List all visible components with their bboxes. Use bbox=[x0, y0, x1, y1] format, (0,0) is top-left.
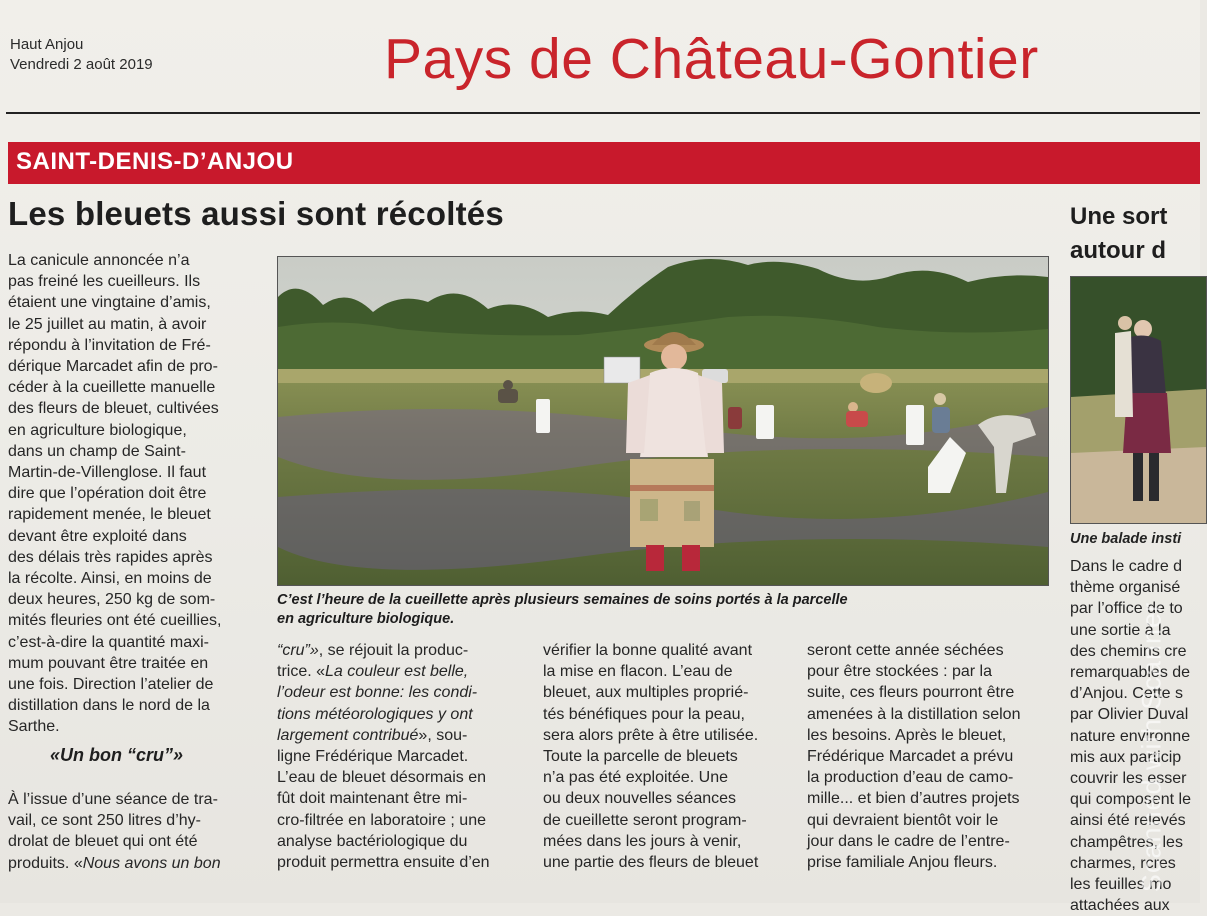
text-line: par Olivier Duval bbox=[1070, 706, 1189, 724]
text-line: qui devraient bientôt voir le bbox=[807, 811, 999, 829]
adjacent-headline-line: Une sort bbox=[1070, 203, 1168, 230]
text-line: analyse bactériologique du bbox=[277, 832, 468, 850]
text-line: dérique Marcadet afin de pro- bbox=[8, 358, 218, 376]
text-segment: », sou- bbox=[418, 726, 468, 744]
quote-segment: largement contribué bbox=[277, 726, 419, 744]
edition-date: Vendredi 2 août 2019 bbox=[10, 56, 153, 73]
walkers-photo bbox=[1070, 276, 1207, 524]
text-line: L’eau de bleuet désormais en bbox=[277, 769, 487, 787]
text-line: les feuilles mo bbox=[1070, 876, 1172, 894]
text-line: sera alors prête à être utilisée. bbox=[543, 726, 759, 744]
text-line: Martin-de-Villenglose. Il faut bbox=[8, 464, 207, 482]
quote-segment: tions météorologiques y ont bbox=[277, 705, 473, 723]
text-line: dire que l’opération doit être bbox=[8, 485, 207, 503]
text-line: suite, ces fleurs pourront être bbox=[807, 684, 1015, 702]
adjacent-photo-caption: Une balade insti bbox=[1070, 531, 1182, 547]
article-column-1 bbox=[8, 250, 256, 738]
text-line: vérifier la bonne qualité avant bbox=[543, 642, 753, 659]
text-line: par l’office de to bbox=[1070, 600, 1183, 618]
text-line: champêtres, les bbox=[1070, 833, 1183, 851]
text-line bbox=[8, 853, 256, 874]
text-line: thème organisé bbox=[1070, 579, 1181, 597]
text-line bbox=[277, 640, 521, 661]
text-line: tés bénéfiques pour la peau, bbox=[543, 705, 745, 723]
text-line: une sortie à la bbox=[1070, 621, 1171, 639]
caption-line: en agriculture biologique. bbox=[277, 611, 455, 627]
text-line: c’est-à-dire la quantité maxi- bbox=[8, 633, 209, 651]
section-title: SAINT-DENIS-D’ANJOU bbox=[16, 148, 294, 175]
text-line: distillation dans le nord de la bbox=[8, 697, 210, 715]
watermark-text: Scanned with Scanner bbox=[1136, 601, 1167, 893]
adjacent-headline-line: autour d bbox=[1070, 237, 1166, 264]
text-line: ainsi été relevés bbox=[1070, 812, 1186, 830]
text-line: n’a pas été exploitée. Une bbox=[543, 769, 729, 787]
text-line: seront cette année séchées bbox=[807, 642, 1004, 659]
text-line: deux heures, 250 kg de som- bbox=[8, 591, 216, 609]
text-line: une partie des fleurs de bleuet bbox=[543, 854, 759, 872]
harvest-photo bbox=[277, 256, 1049, 586]
text-line: céder à la cueillette manuelle bbox=[8, 379, 216, 397]
text-line: remarquables de bbox=[1070, 664, 1191, 682]
text-line bbox=[277, 661, 521, 682]
text-line: fût doit maintenant être mi- bbox=[277, 790, 468, 808]
text-line: mille... et bien d’autres projets bbox=[807, 790, 1020, 808]
text-line: répondu à l’invitation de Fré- bbox=[8, 336, 211, 354]
text-line: cro-filtrée en laboratoire ; une bbox=[277, 811, 486, 829]
text-line bbox=[277, 725, 521, 746]
text-line: rapidement menée, le bleuet bbox=[8, 506, 211, 524]
text-line: Sarthe. bbox=[8, 718, 60, 736]
text-line: devant être exploité dans bbox=[8, 527, 187, 545]
caption-line: C’est l’heure de la cueillette après plusieurs semaines de soins portés à la parcelle bbox=[277, 592, 848, 608]
text-line: bleuet, aux multiples proprié- bbox=[543, 684, 749, 702]
text-line: la récolte. Ainsi, en moins de bbox=[8, 570, 212, 588]
text-line: des délais très rapides après bbox=[8, 548, 213, 566]
text-line: des chemins cre bbox=[1070, 642, 1187, 660]
text-line bbox=[277, 682, 521, 703]
text-segment: produits. « bbox=[8, 854, 83, 872]
text-line: des fleurs de bleuet, cultivées bbox=[8, 400, 219, 418]
adjacent-article-headline bbox=[1070, 200, 1167, 268]
article-column-1-continued bbox=[8, 789, 256, 874]
text-line: Frédérique Marcadet a prévu bbox=[807, 748, 1014, 766]
text-line: la production d’eau de camo- bbox=[807, 769, 1014, 787]
article-column-4 bbox=[807, 640, 1047, 873]
text-line: ligne Frédérique Marcadet. bbox=[277, 748, 469, 766]
text-line: amenées à la distillation selon bbox=[807, 705, 1021, 723]
article-column-3 bbox=[543, 640, 785, 873]
text-line: dans un champ de Saint- bbox=[8, 442, 186, 460]
text-line: attachées aux bbox=[1070, 897, 1170, 915]
text-line: d’Anjou. Cette s bbox=[1070, 685, 1183, 703]
quote-segment: l’odeur est bonne: les condi- bbox=[277, 684, 478, 702]
text-line: couvrir les esser bbox=[1070, 770, 1187, 788]
quote-segment: Nous avons un bon bbox=[82, 854, 221, 872]
text-line: le 25 juillet au matin, à avoir bbox=[8, 315, 207, 333]
text-line: les besoins. Après le bleuet, bbox=[807, 726, 1007, 744]
photo-caption bbox=[277, 591, 1047, 629]
text-line: Toute la parcelle de bleuets bbox=[543, 748, 738, 766]
text-line: mis aux particip bbox=[1070, 748, 1182, 766]
section-band bbox=[8, 142, 1200, 184]
text-line: en agriculture biologique, bbox=[8, 421, 187, 439]
text-line: mées dans les jours à venir, bbox=[543, 832, 742, 850]
text-line: produit permettra ensuite d’en bbox=[277, 854, 490, 872]
text-line: jour dans le cadre de l’entre- bbox=[807, 832, 1010, 850]
text-line: de cueillette seront program- bbox=[543, 811, 747, 829]
text-line: qui composent le bbox=[1070, 791, 1191, 809]
text-line: prise familiale Anjou fleurs. bbox=[807, 854, 998, 872]
text-line: une fois. Direction l’atelier de bbox=[8, 676, 214, 694]
text-line: la mise en flacon. L’eau de bbox=[543, 663, 733, 681]
quote-segment: “cru”» bbox=[277, 642, 319, 659]
text-line: mum pouvant être traitée en bbox=[8, 654, 209, 672]
article-column-2 bbox=[277, 640, 521, 873]
text-segment: , se réjouit la produc- bbox=[318, 642, 469, 659]
edition-name: Haut Anjou bbox=[10, 36, 84, 53]
edition-info bbox=[10, 35, 153, 75]
text-line: vail, ce sont 250 litres d’hy- bbox=[8, 812, 201, 830]
text-line: pour être stockées : par la bbox=[807, 663, 992, 681]
text-line: Dans le cadre d bbox=[1070, 558, 1183, 575]
scanner-watermark bbox=[1128, 602, 1176, 892]
text-segment: trice. « bbox=[277, 663, 326, 681]
text-line: étaient une vingtaine d’amis, bbox=[8, 294, 211, 312]
masthead-title: Pays de Château-Gontier bbox=[384, 27, 1039, 91]
quote-segment: La couleur est belle, bbox=[325, 663, 469, 681]
text-line: ou deux nouvelles séances bbox=[543, 790, 737, 808]
text-line: mités fleuries ont été cueillies, bbox=[8, 612, 222, 630]
text-line bbox=[277, 704, 521, 725]
text-line: La canicule annoncée n’a bbox=[8, 252, 190, 269]
text-line: nature environne bbox=[1070, 727, 1191, 745]
article-subhead: «Un bon “cru”» bbox=[50, 745, 184, 765]
masthead-rule bbox=[6, 112, 1200, 114]
text-line: pas freiné les cueilleurs. Ils bbox=[8, 273, 201, 291]
text-line: À l’issue d’une séance de tra- bbox=[8, 791, 218, 808]
text-line: drolat de bleuet qui ont été bbox=[8, 833, 198, 851]
article-headline: Les bleuets aussi sont récoltés bbox=[8, 195, 504, 232]
text-line: charmes, rcres bbox=[1070, 854, 1176, 872]
